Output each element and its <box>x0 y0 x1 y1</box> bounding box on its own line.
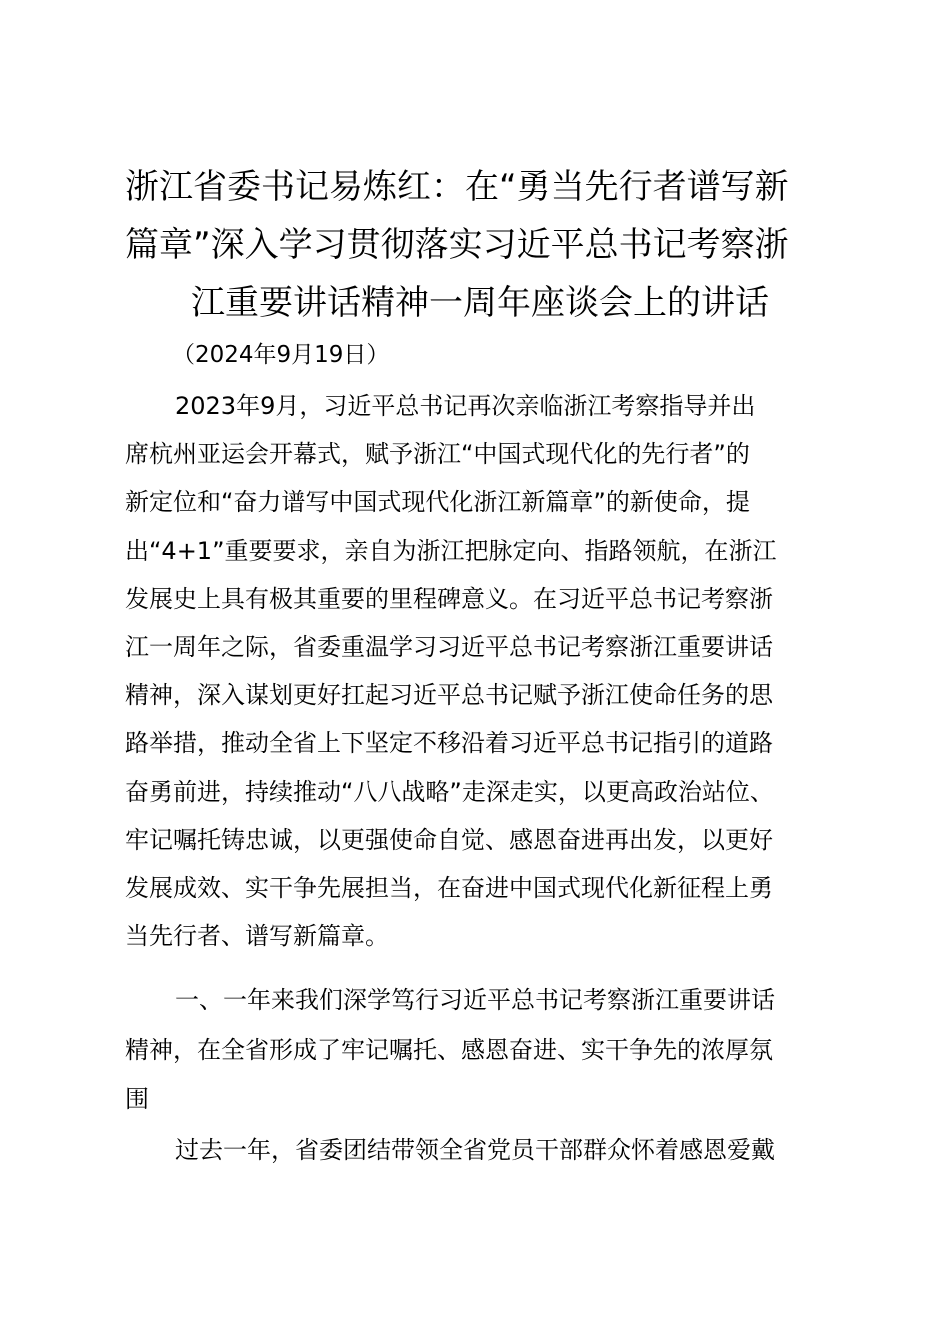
paragraph-past-year <box>125 1126 835 1174</box>
paragraph-line: 席杭州亚运会开幕式，赋予浙江“中国式现代化的先行者”的 <box>125 440 750 469</box>
paragraph-line: 发展史上具有极其重要的里程碑意义。在习近平总书记考察浙 <box>125 584 773 613</box>
title-line: 江重要讲话精神一周年座谈会上的讲话 <box>191 283 769 323</box>
paragraph-line: 牢记嘱托铸忠诚，以更强使命自觉、感恩奋进再出发，以更好 <box>125 825 773 854</box>
title-line: 篇章”深入学习贯彻落实习近平总书记考察浙 <box>125 225 789 265</box>
paragraph-line: 过去一年，省委团结带领全省党员干部群众怀着感恩爱戴 <box>175 1136 775 1164</box>
paragraph-line: 2023年9月，习近平总书记再次亲临浙江考察指导并出 <box>175 392 756 420</box>
document-date: （2024年9月19日） <box>172 342 390 368</box>
heading-line: 围 <box>125 1085 149 1113</box>
paragraph-line: 出“4+1”重要要求，亲自为浙江把脉定向、指路领航，在浙江 <box>125 536 777 565</box>
paragraph-line: 新定位和“奋力谱写中国式现代化浙江新篇章”的新使命，提 <box>125 488 750 517</box>
paragraph-line: 路举措，推动全省上下坚定不移沿着习近平总书记指引的道路 <box>125 729 773 758</box>
heading-line: 精神，在全省形成了牢记嘱托、感恩奋进、实干争先的浓厚氛 <box>125 1035 773 1064</box>
paragraph-line: 奋勇前进，持续推动“八八战略”走深走实，以更高政治站位、 <box>125 777 774 806</box>
section-heading <box>125 976 835 1125</box>
heading-line: 一、一年来我们深学笃行习近平总书记考察浙江重要讲话 <box>175 986 775 1014</box>
paragraph-line: 精神，深入谋划更好扛起习近平总书记赋予浙江使命任务的思 <box>125 681 773 710</box>
title-line: 浙江省委书记易炼红：在“勇当先行者谱写新 <box>125 167 789 207</box>
document-title <box>125 158 835 332</box>
paragraph-line: 当先行者、谱写新篇章。 <box>125 922 389 951</box>
paragraph-line: 江一周年之际，省委重温学习习近平总书记考察浙江重要讲话 <box>125 632 773 661</box>
paragraph-line: 发展成效、实干争先展担当，在奋进中国式现代化新征程上勇 <box>125 873 773 902</box>
paragraph-intro <box>125 382 835 960</box>
